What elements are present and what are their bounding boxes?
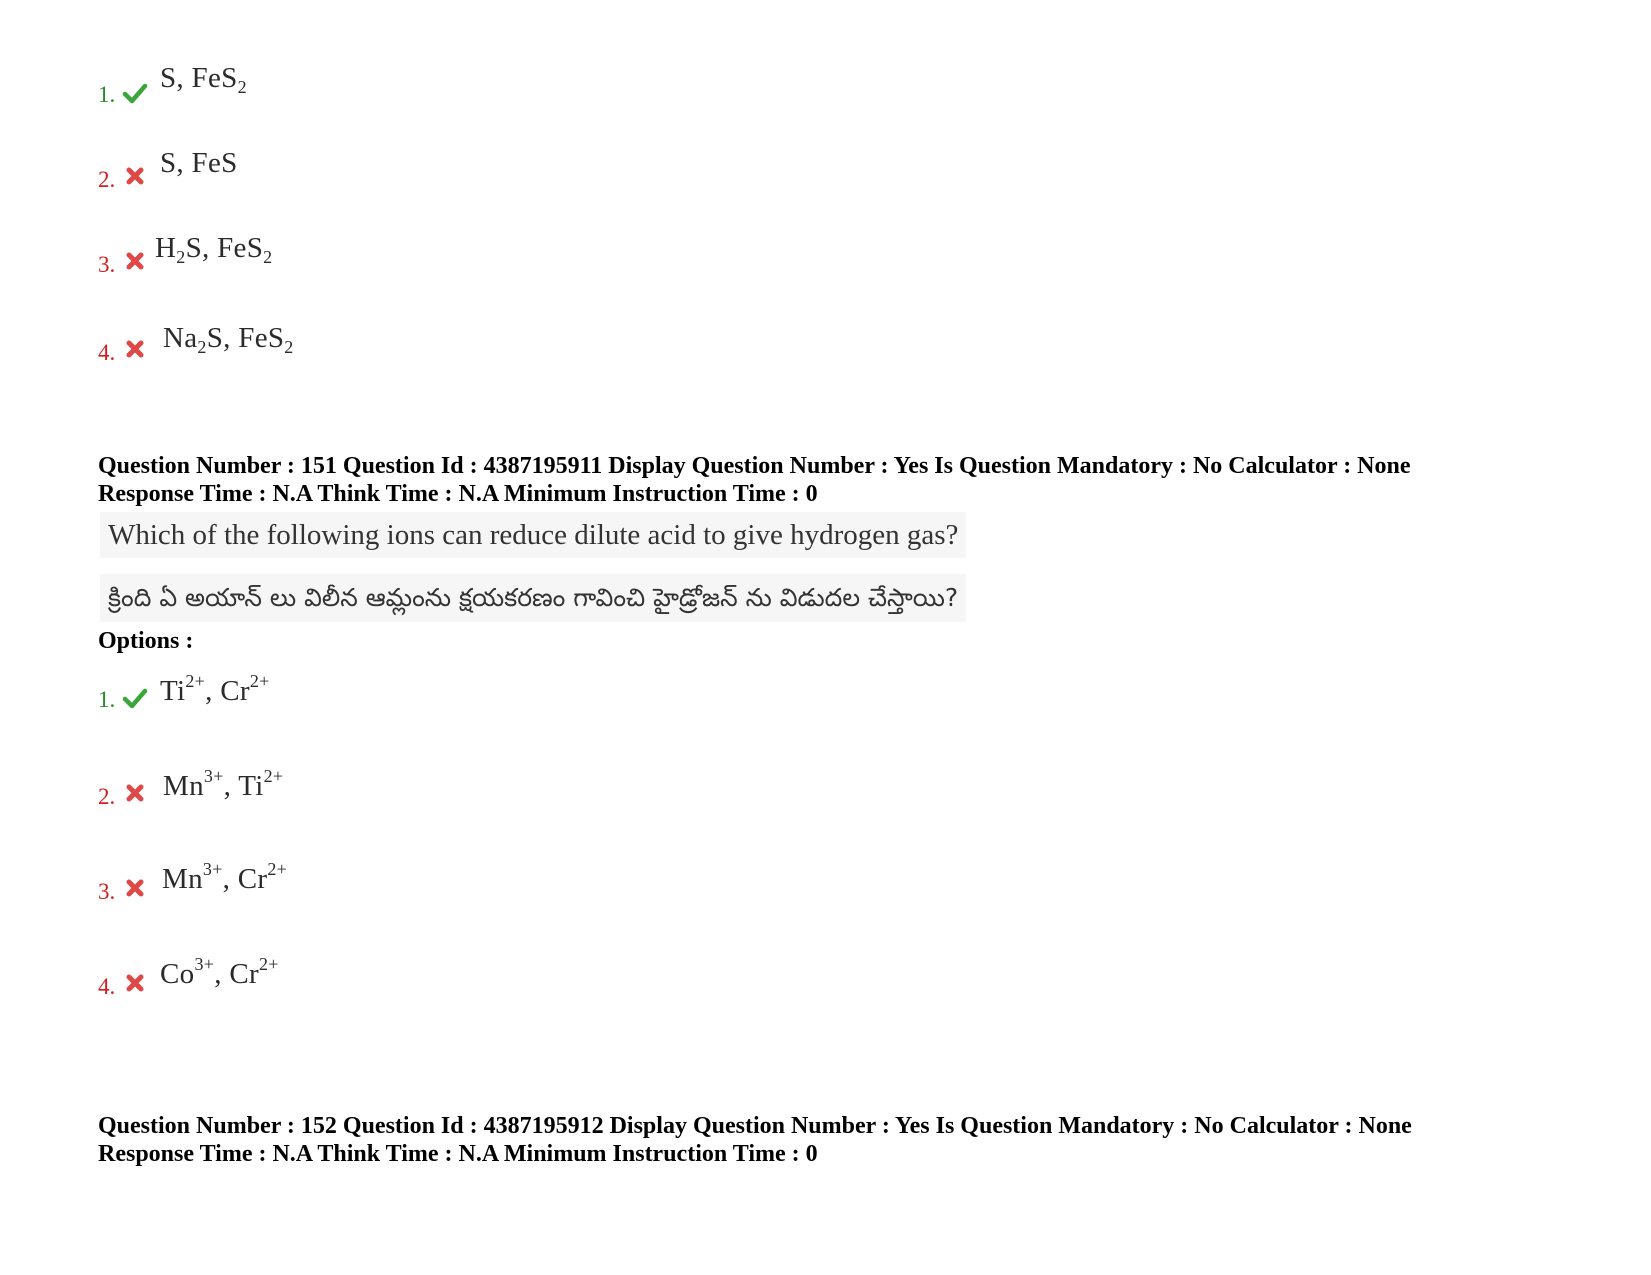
option-text: S, FeS [160,147,238,179]
option-text: $Ti^{2+}$, $Cr^{2+}$ [160,671,270,707]
option-text: $Na_2S$, FeS$_2$ [163,322,294,357]
question-meta [98,1112,1412,1168]
question-meta [98,452,1411,508]
cross-icon [122,248,148,274]
option-number: 2. [98,167,116,192]
cross-icon [122,163,148,189]
cross-icon [122,875,148,901]
question-meta-line-1: Question Number : 151 Question Id : 4387195911 Display Question Number : Yes Is Question Mandatory : No Calculator : None [98,453,1411,479]
option-2 [0,762,800,822]
option-number: 4. [98,974,116,999]
question-meta-line-2: Response Time : N.A Think Time : N.A Minimum Instruction Time : 0 [98,1141,818,1167]
cross-icon [122,336,148,362]
option-number: 3. [98,252,116,277]
check-icon [122,685,148,711]
option-3 [0,857,800,917]
option-text: $Mn^{3+}$, $Ti^{2+}$ [163,766,284,802]
option-4 [0,952,800,1012]
cross-icon [122,780,148,806]
cross-icon [122,970,148,996]
option-text: $Co^{3+}$, $Cr^{2+}$ [160,954,279,990]
question-text-telugu: క్రింది ఏ అయాన్ లు విలీన ఆమ్లంను క్షయకరణం గావించి హైడ్రోజన్ ను విడుదల చేస్తాయి? [100,574,966,622]
option-3 [0,230,800,290]
option-4 [0,318,800,378]
question-meta-line-1: Question Number : 152 Question Id : 4387195912 Display Question Number : Yes Is Question Mandatory : No Calculator : None [98,1113,1412,1139]
question-meta-line-2: Response Time : N.A Think Time : N.A Minimum Instruction Time : 0 [98,481,818,507]
option-number: 1. [98,82,116,107]
option-2 [0,145,800,205]
option-number: 4. [98,340,116,365]
option-text: $Mn^{3+}$, $Cr^{2+}$ [162,859,288,895]
option-text: $H_2S$, FeS$_2$ [155,232,273,267]
option-number: 3. [98,879,116,904]
option-number: 1. [98,687,116,712]
option-1 [0,60,800,120]
option-1 [0,665,800,725]
question-text-english: Which of the following ions can reduce dilute acid to give hydrogen gas? [100,512,966,558]
option-text: S, FeS$_2$ [160,62,247,97]
option-number: 2. [98,784,116,809]
check-icon [122,80,148,106]
options-label: Options : [98,628,194,654]
